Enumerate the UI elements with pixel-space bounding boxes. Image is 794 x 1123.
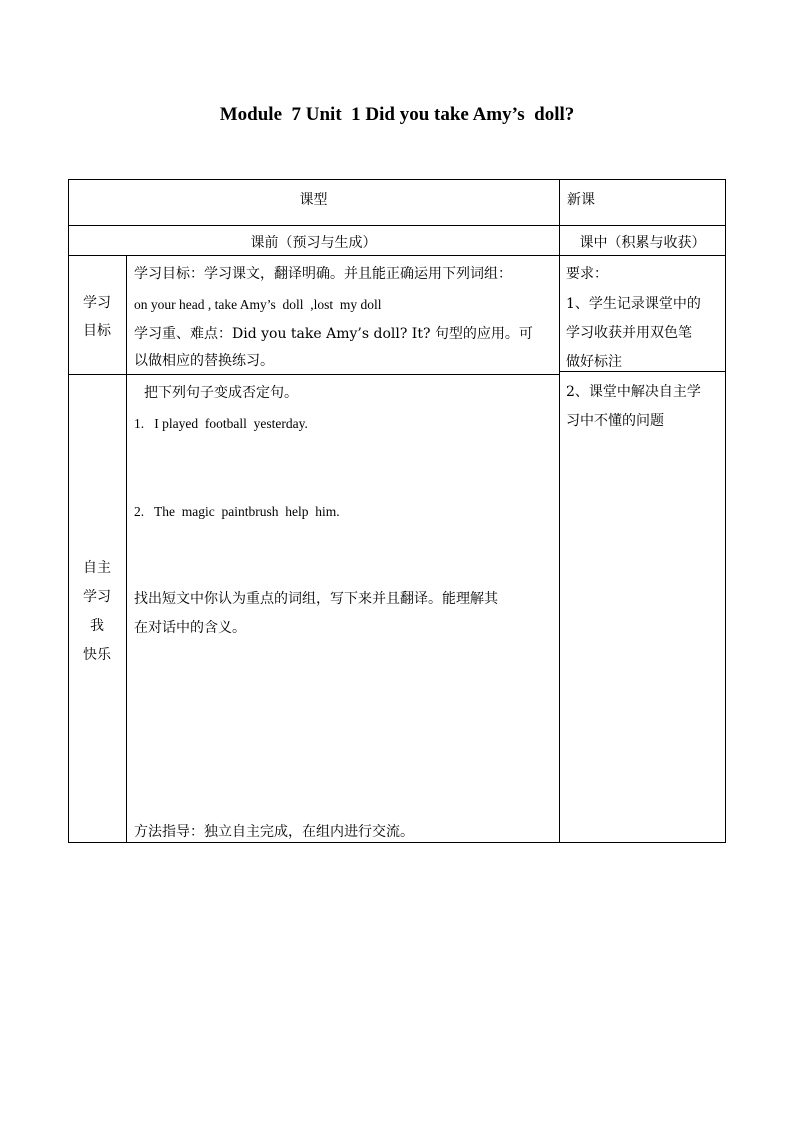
table-col-divider-main bbox=[559, 179, 560, 843]
self-study-label-line1: 自主 bbox=[83, 560, 111, 576]
requirements-line3: 学习收获并用双色笔 bbox=[566, 325, 692, 341]
table-col-divider-label bbox=[126, 255, 127, 843]
before-class-header: 课前（预习与生成） bbox=[250, 235, 377, 251]
requirements-line6: 习中不懂的问题 bbox=[566, 413, 664, 429]
goals-line2: on your head , take Amy’s doll ,lost my doll bbox=[134, 297, 382, 312]
requirements-line1: 要求： bbox=[566, 266, 608, 282]
course-type-value: 新课 bbox=[567, 192, 595, 208]
self-study-label-line3: 我 bbox=[90, 618, 104, 634]
goals-line1: 学习目标：学习课文，翻译明确。并且能正确运用下列词组： bbox=[134, 266, 512, 282]
self-study-label bbox=[68, 554, 126, 670]
goals-line4: 以做相应的替换练习。 bbox=[134, 353, 274, 369]
page-title: Module 7 Unit 1 Did you take Amy’s doll? bbox=[219, 104, 575, 125]
requirements-line2: 1、学生记录课堂中的 bbox=[566, 296, 701, 312]
in-class-header: 课中（积累与收获） bbox=[579, 235, 706, 251]
goals-line3: 学习重、难点：Did you take Amy’s doll? It? 句型的应用。可 bbox=[134, 326, 533, 342]
table-border-right bbox=[725, 179, 726, 843]
self-study-task-line2: 在对话中的含义。 bbox=[134, 620, 246, 636]
course-type-label: 课型 bbox=[299, 192, 328, 208]
self-study-label-line2: 学习 bbox=[83, 589, 111, 605]
table-border-left bbox=[68, 179, 69, 843]
goals-label-line2: 目标 bbox=[83, 323, 111, 339]
self-study-sentence-1: 1. I played football yesterday. bbox=[134, 416, 308, 431]
requirements-line4: 做好标注 bbox=[566, 354, 622, 370]
table-row-divider-1 bbox=[68, 225, 726, 226]
self-study-label-line4: 快乐 bbox=[83, 647, 111, 663]
self-study-method: 方法指导：独立自主完成，在组内进行交流。 bbox=[134, 824, 414, 840]
self-study-task-line1: 找出短文中你认为重点的词组，写下来并且翻译。能理解其 bbox=[134, 591, 498, 607]
table-border-top bbox=[68, 179, 726, 180]
goals-label-line1: 学习 bbox=[83, 295, 111, 311]
self-study-instruction: 把下列句子变成否定句。 bbox=[144, 385, 298, 401]
requirements-line5: 2、课堂中解决自主学 bbox=[566, 384, 701, 400]
goals-label bbox=[68, 289, 126, 345]
self-study-sentence-2: 2. The magic paintbrush help him. bbox=[134, 504, 340, 519]
